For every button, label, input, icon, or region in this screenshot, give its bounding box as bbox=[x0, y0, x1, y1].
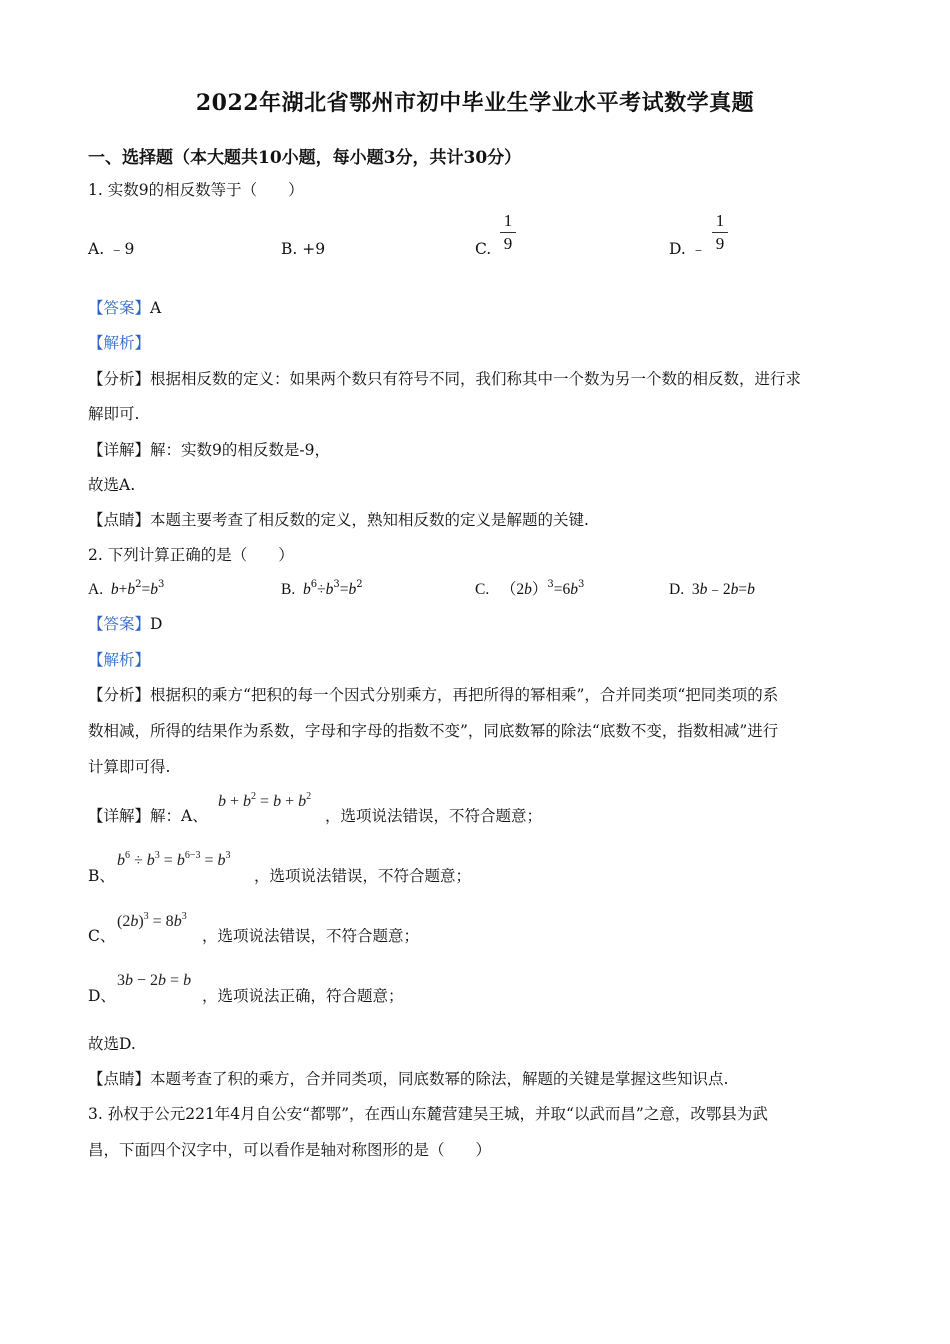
dianjing-text: 本题考查了积的乘方，合并同类项，同底数幂的除法，解题的关键是掌握这些知识点. bbox=[150, 1070, 729, 1088]
q1-answer: A bbox=[150, 299, 162, 317]
q2-option-c: C. $(2b)^3=6b^3$ bbox=[475, 579, 585, 598]
fraction-denominator: 9 bbox=[503, 234, 513, 253]
q1-fenxi-line2: 解即可. bbox=[88, 405, 140, 423]
question-2-stem: 2. 下列计算正确的是（ ） bbox=[88, 546, 294, 564]
q2-xiangjie-a-prefix bbox=[88, 806, 208, 826]
fenxi-text: 根据积的乘方“把积的每一个因式分别乘方，再把所得的幂相乘”，合并同类项“把同类项的系 bbox=[150, 686, 779, 704]
xiangjie-tag: 【详解】 bbox=[88, 441, 151, 459]
answer-tag: 【答案】 bbox=[88, 615, 151, 633]
dianjing-text: 本题主要考查了相反数的定义，熟知相反数的定义是解题的关键. bbox=[150, 511, 589, 529]
q2-fenxi-line1 bbox=[88, 685, 778, 705]
fraction-numerator: 1 bbox=[715, 211, 725, 230]
q2-option-d: D. 3b﹣2b=b bbox=[669, 581, 755, 598]
xiangjie-tag: 【详解】 bbox=[88, 807, 151, 825]
section-heading: 一、选择题（本大题共10小题，每小题3分，共计30分） bbox=[88, 148, 522, 168]
q1-option-c-label: C. bbox=[475, 240, 492, 258]
q1-option-d-label: D. ﹣ bbox=[669, 240, 707, 258]
page-title: 2022年湖北省鄂州市初中毕业生学业水平考试数学真题 bbox=[195, 90, 755, 116]
question-1-stem: 1. 实数9的相反数等于（ ） bbox=[88, 181, 304, 199]
q2-answer-line bbox=[88, 614, 162, 634]
q2-equation-b: $b^6 \div b^3 = b^{6-3} = b^3$ bbox=[117, 850, 231, 869]
q2-answer: D bbox=[150, 615, 163, 633]
question-3-line1: 3. 孙权于公元221年4月自公安“都鄂”，在西山东麓营建吴王城，并取“以武而昌”之意，改鄂县为武 bbox=[88, 1105, 768, 1123]
dianjing-tag: 【点睛】 bbox=[88, 511, 151, 529]
q1-analysis-tag: 【解析】 bbox=[88, 334, 151, 352]
q1-answer-line bbox=[88, 298, 161, 318]
q1-conclusion: 故选A. bbox=[88, 476, 136, 494]
fenxi-text: 根据相反数的定义：如果两个数只有符号不同，我们称其中一个数为另一个数的相反数，进行求 bbox=[150, 370, 802, 388]
q2-comment-d: ，选项说法正确，符合题意； bbox=[202, 987, 404, 1005]
q2-conclusion: 故选D. bbox=[88, 1035, 136, 1053]
dianjing-tag: 【点睛】 bbox=[88, 1070, 151, 1088]
question-3-line2: 昌，下面四个汉字中，可以看作是轴对称图形的是（ ） bbox=[88, 1141, 492, 1159]
q2-equation-c: $(2b)^3 = 8b^3$ bbox=[117, 911, 187, 930]
q2-equation-a: $b + b^2 = b + b^2$ bbox=[218, 791, 312, 810]
q2-analysis-tag: 【解析】 bbox=[88, 651, 151, 669]
q1-option-c-fraction bbox=[500, 212, 516, 253]
xiangjie-prefix: 解：A、 bbox=[150, 807, 208, 825]
q1-option-a: A. ﹣9 bbox=[88, 240, 135, 258]
q2-label-d: D、 bbox=[88, 987, 116, 1005]
q1-option-d-fraction bbox=[712, 212, 728, 253]
xiangjie-text: 解：实数9的相反数是-9， bbox=[150, 441, 330, 459]
fraction-denominator: 9 bbox=[715, 234, 725, 253]
fenxi-tag: 【分析】 bbox=[88, 370, 151, 388]
answer-tag: 【答案】 bbox=[88, 299, 151, 317]
q2-fenxi-line3: 计算即可得. bbox=[88, 758, 171, 776]
q1-option-b: B. +9 bbox=[281, 240, 326, 258]
q1-fenxi-line1 bbox=[88, 369, 801, 389]
q2-comment-c: ，选项说法错误，不符合题意； bbox=[202, 927, 420, 945]
q2-comment-b: ，选项说法错误，不符合题意； bbox=[254, 867, 472, 885]
q2-label-c: C、 bbox=[88, 927, 116, 945]
q2-label-b: B、 bbox=[88, 867, 115, 885]
q2-option-a: A. $b+b^2=b^3$ bbox=[88, 579, 165, 598]
q2-dianjing bbox=[88, 1069, 728, 1089]
q2-equation-d: 3b − 2b = b bbox=[117, 972, 192, 989]
q1-xiangjie bbox=[88, 440, 330, 460]
q2-option-b: B. $b^6\div b^3=b^2$ bbox=[281, 579, 363, 598]
fenxi-tag: 【分析】 bbox=[88, 686, 151, 704]
q2-fenxi-line2: 数相减，所得的结果作为系数，字母和字母的指数不变”，同底数幂的除法“底数不变，指数相减”进行 bbox=[88, 722, 779, 740]
q1-dianjing bbox=[88, 510, 589, 530]
fraction-numerator: 1 bbox=[503, 211, 513, 230]
q2-comment-a: ，选项说法错误，不符合题意； bbox=[325, 807, 543, 825]
